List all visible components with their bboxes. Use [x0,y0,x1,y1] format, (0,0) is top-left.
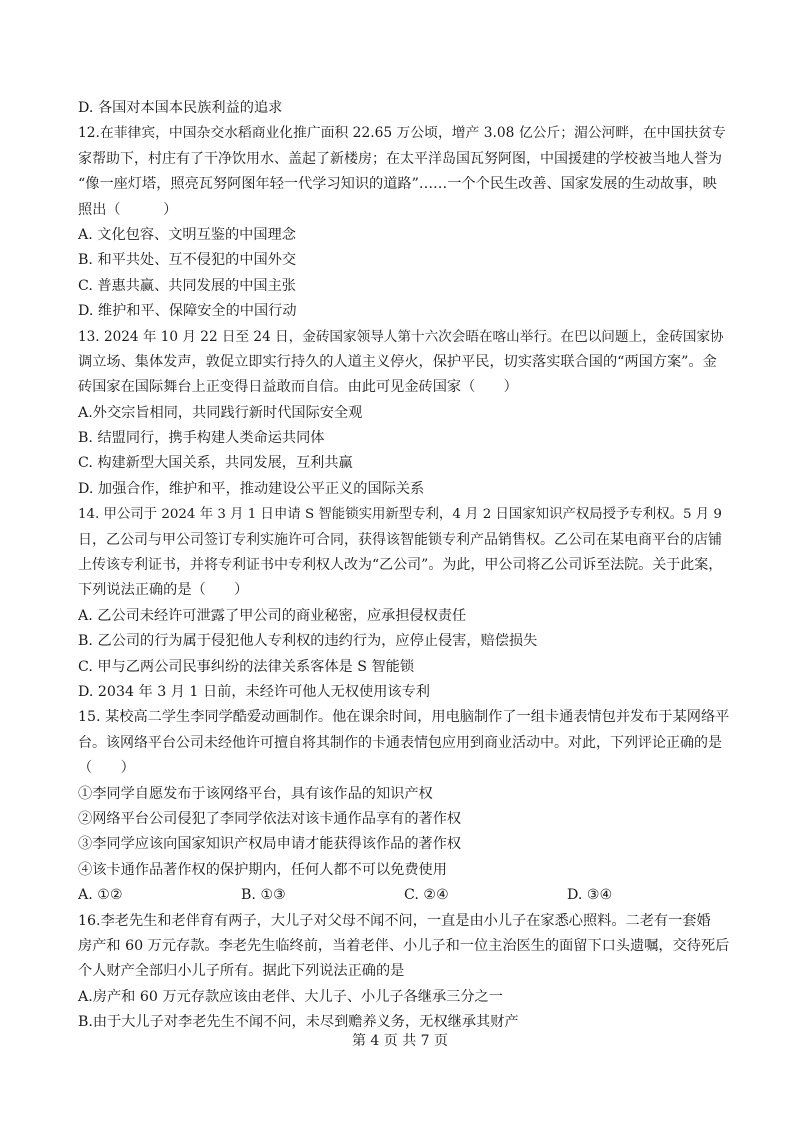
text-line: B. 和平共处、互不侵犯的中国外交 [78,252,297,269]
text-line: D. 2034 年 3 月 1 日前，未经许可他人无权使用该专利 [78,683,430,700]
option-c: C. ②④ [404,887,449,904]
text-line: B. 结盟同行，携手构建人类命运共同体 [78,430,325,447]
text-line: 房产和 60 万元存款。李老先生临终前，当着老伴、小儿子和一位主治医生的面留下口头遗嘱，交待死后 [78,937,730,954]
text-line: 15. 某校高二学生李同学酷爱动画制作。他在课余时间，用电脑制作了一组卡通表情包并发布于某网络平 [78,709,730,726]
document-page [78,96,730,1035]
page-number-footer: 第 4 页 共 7 页 [351,1033,449,1049]
question-15-options [78,883,730,908]
text-line: 个人财产全部归小儿子所有。据此下列说法正确的是 [78,963,405,980]
text-line: C. 构建新型大国关系，共同发展，互利共赢 [78,455,353,472]
text-line: 12.在菲律宾，中国杂交水稻商业化推广面积 22.65 万公顷，增产 3.08 亿公斤；湄公河畔，在中国扶贫专 [78,125,726,142]
text-line: 砖国家在国际舞台上正变得日益敢而自信。由此可见金砖国家（ ） [78,379,518,396]
document-body [78,96,730,883]
text-line: A.房产和 60 万元存款应该由老伴、大儿子、小儿子各继承三分之一 [78,988,503,1005]
text-line: 下列说法正确的是（ ） [78,582,249,599]
text-line: B. 乙公司的行为属于侵犯他人专利权的违约行为，应停止侵害，赔偿损失 [78,633,538,650]
text-line: C. 普惠共赢、共同发展的中国主张 [78,277,296,294]
option-a: A. ①② [78,887,123,904]
text-line: ③李同学应该向国家知识产权局申请才能获得该作品的著作权 [78,836,462,853]
text-line: A. 乙公司未经许可泄露了甲公司的商业秘密，应承担侵权责任 [78,607,467,624]
option-b: B. ①③ [241,887,286,904]
text-line: B.由于大儿子对李老先生不闻不问，未尽到赡养义务，无权继承其财产 [78,1014,519,1031]
text-line: 14. 甲公司于 2024 年 3 月 1 日申请 S 智能锁实用新型专利，4 月 2 日国家知识产权局授予专利权。5 月 9 [78,507,722,523]
option-d: D. ③④ [567,887,613,904]
text-line: “像一座灯塔，照亮瓦努阿图年轻一代学习知识的道路”……一个个民生改善、国家发展的生动故事，映 [78,176,717,193]
text-line: 台。该网络平台公司未经他许可擅自将其制作的卡通表情包应用到商业活动中。对此，下列评论正确的是 [78,734,722,751]
text-line: 上传该专利证书，并将专利证书中专利权人改为“乙公司”。为此，甲公司将乙公司诉至法院。关于此案， [78,557,723,574]
text-line: 16.李老先生和老伴育有两子，大儿子对父母不闻不问，一直是由小儿子在家悉心照料。二老有一套婚 [78,912,711,929]
text-line: A.外交宗旨相同，共同践行新时代国际安全观 [78,404,363,421]
text-line: ②网络平台公司侵犯了李同学依法对该卡通作品享有的著作权 [78,810,462,827]
document-body-continued [78,909,730,1036]
text-line: ①李同学自愿发布于该网络平台，具有该作品的知识产权 [78,785,433,802]
text-line: D. 各国对本国本民族利益的追求 [78,100,283,116]
text-line: 日，乙公司与甲公司签订专利实施许可合同，获得该智能锁专利产品销售权。乙公司在某电商平台的店铺 [78,531,722,548]
text-line: 照出（ ） [78,201,178,218]
text-line: D. 维护和平、保障安全的中国行动 [78,303,297,320]
text-line: C. 甲与乙两公司民事纠纷的法律关系客体是 S 智能锁 [78,658,415,675]
text-line: （ ） [78,760,135,777]
text-line: ④该卡通作品著作权的保护期内，任何人都不可以免费使用 [78,861,447,878]
text-line: 调立场、集体发声，敦促立即实行持久的人道主义停火，保护平民，切实落实联合国的“两国方案”。金 [78,353,717,370]
text-line: 家帮助下，村庄有了干净饮用水、盖起了新楼房；在太平洋岛国瓦努阿图，中国援建的学校被当地人誉为 [78,150,722,167]
text-line: D. 加强合作，维护和平，推动建设公平正义的国际关系 [78,480,425,497]
text-line: A. 文化包容、文明互鉴的中国理念 [78,226,296,243]
text-line: 13. 2024 年 10 月 22 日至 24 日，金砖国家领导人第十六次会晤在喀山举行。在巴以问题上，金砖国家协 [78,328,724,345]
